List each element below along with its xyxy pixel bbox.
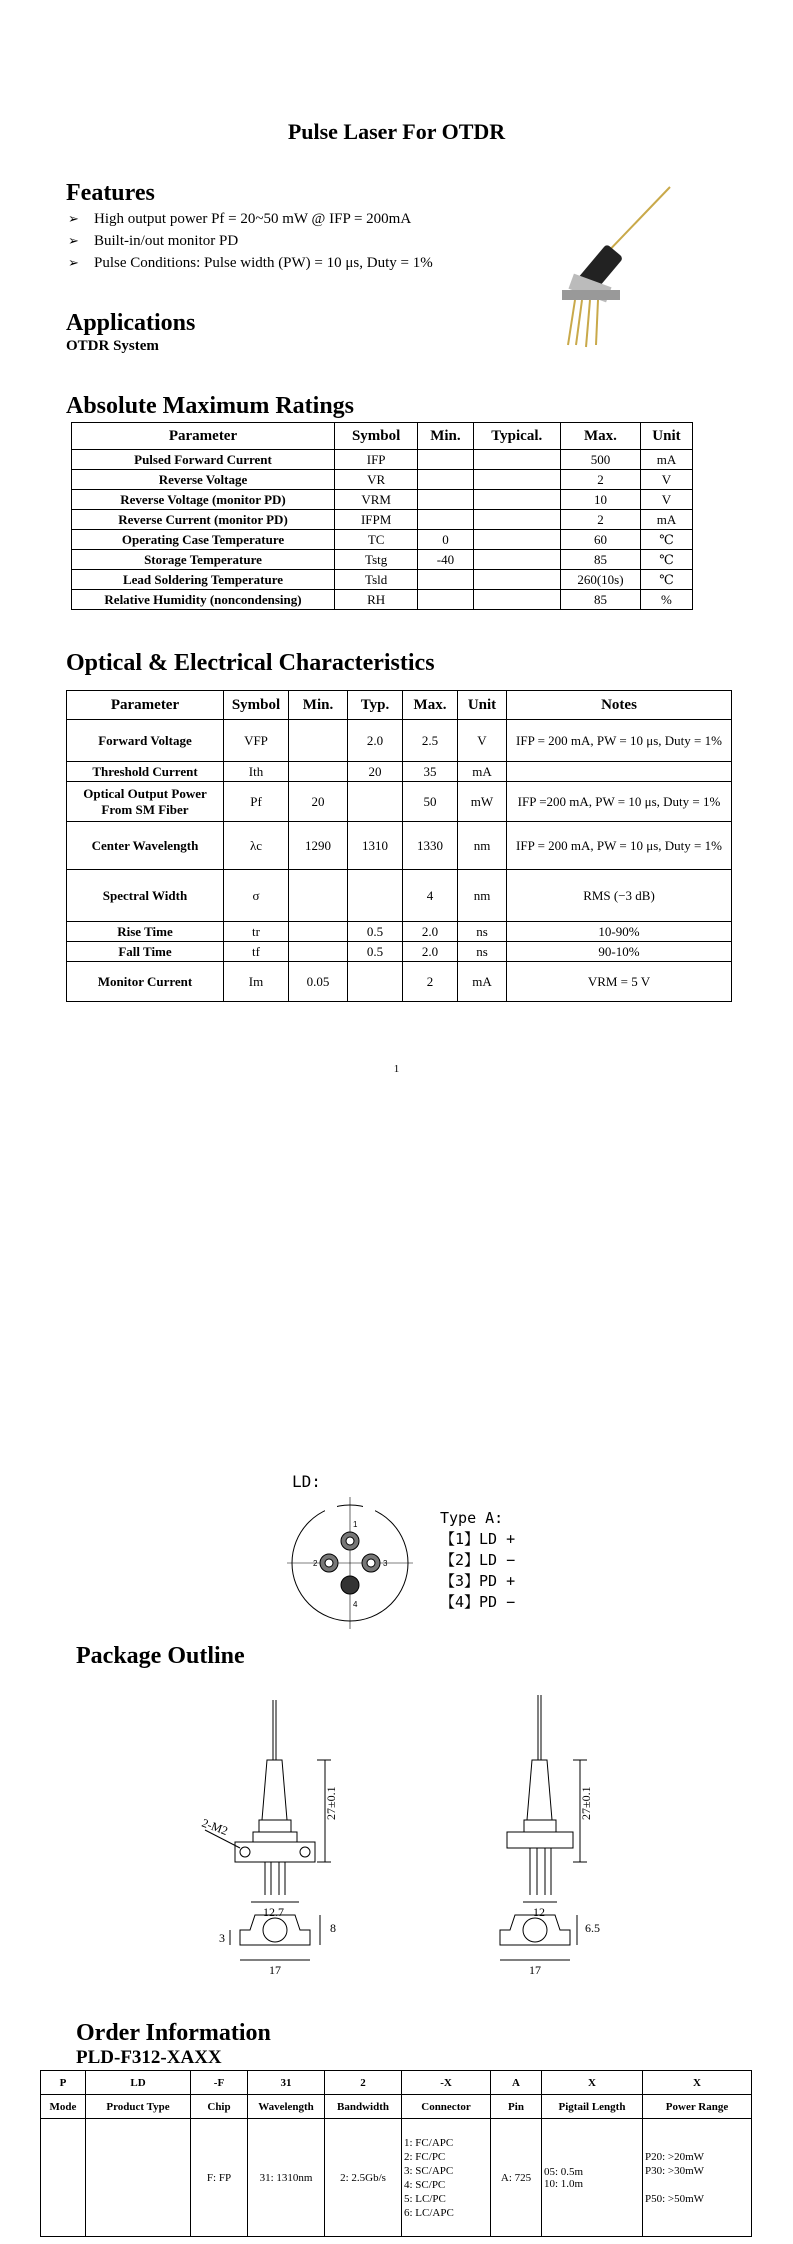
pin-number-label: 3	[383, 1559, 388, 1568]
document-title: Pulse Laser For OTDR	[287, 119, 506, 144]
table-row	[41, 2119, 752, 2237]
package-heading: Package Outline	[76, 1643, 245, 1669]
table-row: Mode Product Type Chip Wavelength Bandwidth Connector Pin Pigtail Length Power Range	[41, 2095, 752, 2119]
order-code: PLD-F312-XAXX	[76, 2047, 222, 2068]
power-options: P20: >20mW P30: >30mW P50: >50mW	[643, 2119, 752, 2237]
table-row: Lead Soldering Temperature Tsld 260(10s) ℃	[72, 570, 693, 590]
optical-table	[66, 690, 732, 1002]
dimension-label: 6.5	[585, 1921, 600, 1935]
table-header-row	[67, 691, 732, 720]
arrow-bullet-icon: ➢	[68, 233, 79, 248]
abs-max-table	[71, 422, 693, 610]
pin-item: 【2】LD −	[440, 1551, 516, 1569]
wavelength-option: 31: 1310nm	[248, 2119, 325, 2237]
dimension-label: 3	[219, 1931, 225, 1945]
dimension-label: 12	[533, 1905, 545, 1919]
pin-number-label: 4	[353, 1600, 358, 1609]
features-list	[68, 208, 433, 274]
arrow-bullet-icon: ➢	[68, 255, 79, 270]
table-row: Spectral Width σ 4 nm RMS (−3 dB)	[67, 870, 732, 922]
header-cell: Min.	[418, 423, 473, 450]
header-cell: Unit	[640, 423, 692, 450]
table-row: P LD -F 31 2 -X A X X	[41, 2071, 752, 2095]
order-table	[40, 2070, 752, 2237]
table-row: Optical Output Power From SM Fiber Pf 20 50 mW IFP =200 mA, PW = 10 μs, Duty = 1%	[67, 782, 732, 822]
table-row: Operating Case Temperature TC 0 60 ℃	[72, 530, 693, 550]
table-row: Forward Voltage VFP 2.0 2.5 V IFP = 200 mA, PW = 10 μs, Duty = 1%	[67, 720, 732, 762]
table-row: Threshold Current Ith 20 35 mA	[67, 762, 732, 782]
table-row: Reverse Voltage VR 2 V	[72, 470, 693, 490]
table-row: Reverse Voltage (monitor PD) VRM 10 V	[72, 490, 693, 510]
pin-item: 【3】PD +	[440, 1572, 516, 1590]
header-cell: Parameter	[72, 423, 335, 450]
pin-number-label: 1	[353, 1520, 358, 1529]
bandwidth-option: 2: 2.5Gb/s	[325, 2119, 402, 2237]
dimension-label: 2-M2	[199, 1815, 230, 1838]
header-cell: Unit	[458, 691, 507, 720]
abs-max-heading: Absolute Maximum Ratings	[66, 393, 355, 419]
header-cell: Max.	[560, 423, 640, 450]
header-cell: Max.	[403, 691, 458, 720]
dimension-label: 17	[269, 1963, 281, 1977]
pin-assignment-list	[440, 1508, 515, 1613]
pin-type-label: Type A:	[440, 1509, 504, 1527]
chip-option: F: FP	[191, 2119, 248, 2237]
dimension-label: 8	[330, 1921, 336, 1935]
table-row: Center Wavelength λc 1290 1310 1330 nm IFP = 200 mA, PW = 10 μs, Duty = 1%	[67, 822, 732, 870]
table-row: Monitor Current Im 0.05 2 mA VRM = 5 V	[67, 962, 732, 1002]
header-cell: Min.	[289, 691, 348, 720]
header-cell: Parameter	[67, 691, 224, 720]
dimension-label: 27±0.1	[579, 1786, 593, 1820]
pin-option: A: 725	[491, 2119, 542, 2237]
dimension-label: 12.7	[263, 1905, 284, 1919]
pinout-diagram	[285, 1495, 415, 1630]
page-number: 1	[393, 1063, 400, 1075]
header-cell: Typ.	[348, 691, 403, 720]
pin-number-label: 2	[313, 1559, 318, 1568]
pinout-label: LD:	[292, 1472, 321, 1491]
pigtail-options: 05: 0.5m 10: 1.0m	[542, 2119, 643, 2237]
table-row: Storage Temperature Tstg -40 85 ℃	[72, 550, 693, 570]
applications-text: OTDR System	[66, 338, 159, 354]
pin-item: 【1】LD +	[440, 1530, 516, 1548]
table-row: Rise Time tr 0.5 2.0 ns 10-90%	[67, 922, 732, 942]
header-cell: Symbol	[224, 691, 289, 720]
feature-item: ➢ Pulse Conditions: Pulse width (PW) = 10 μs, Duty = 1%	[68, 252, 433, 274]
applications-heading: Applications	[66, 310, 196, 336]
table-row: Relative Humidity (noncondensing) RH 85 %	[72, 590, 693, 610]
order-heading: Order Information	[76, 2020, 271, 2046]
table-row: Reverse Current (monitor PD) IFPM 2 mA	[72, 510, 693, 530]
header-cell: Notes	[507, 691, 732, 720]
feature-item: ➢ High output power Pf = 20~50 mW @ IFP = 200mA	[68, 208, 433, 230]
table-header-row	[72, 423, 693, 450]
connector-options: 1: FC/APC 2: FC/PC 3: SC/APC 4: SC/PC 5: LC/PC 6: LC/APC	[402, 2119, 491, 2237]
header-cell: Typical.	[473, 423, 560, 450]
package-outline-drawing	[195, 1690, 615, 1980]
dimension-label: 17	[529, 1963, 541, 1977]
feature-item: ➢ Built-in/out monitor PD	[68, 230, 433, 252]
dimension-label: 27±0.1	[324, 1786, 338, 1820]
laser-module-photo	[540, 185, 690, 350]
pin-item: 【4】PD −	[440, 1593, 516, 1611]
optical-heading: Optical & Electrical Characteristics	[66, 650, 435, 676]
arrow-bullet-icon: ➢	[68, 211, 79, 226]
table-row: Fall Time tf 0.5 2.0 ns 90-10%	[67, 942, 732, 962]
features-heading: Features	[66, 180, 155, 206]
table-row: Pulsed Forward Current IFP 500 mA	[72, 450, 693, 470]
header-cell: Symbol	[335, 423, 418, 450]
